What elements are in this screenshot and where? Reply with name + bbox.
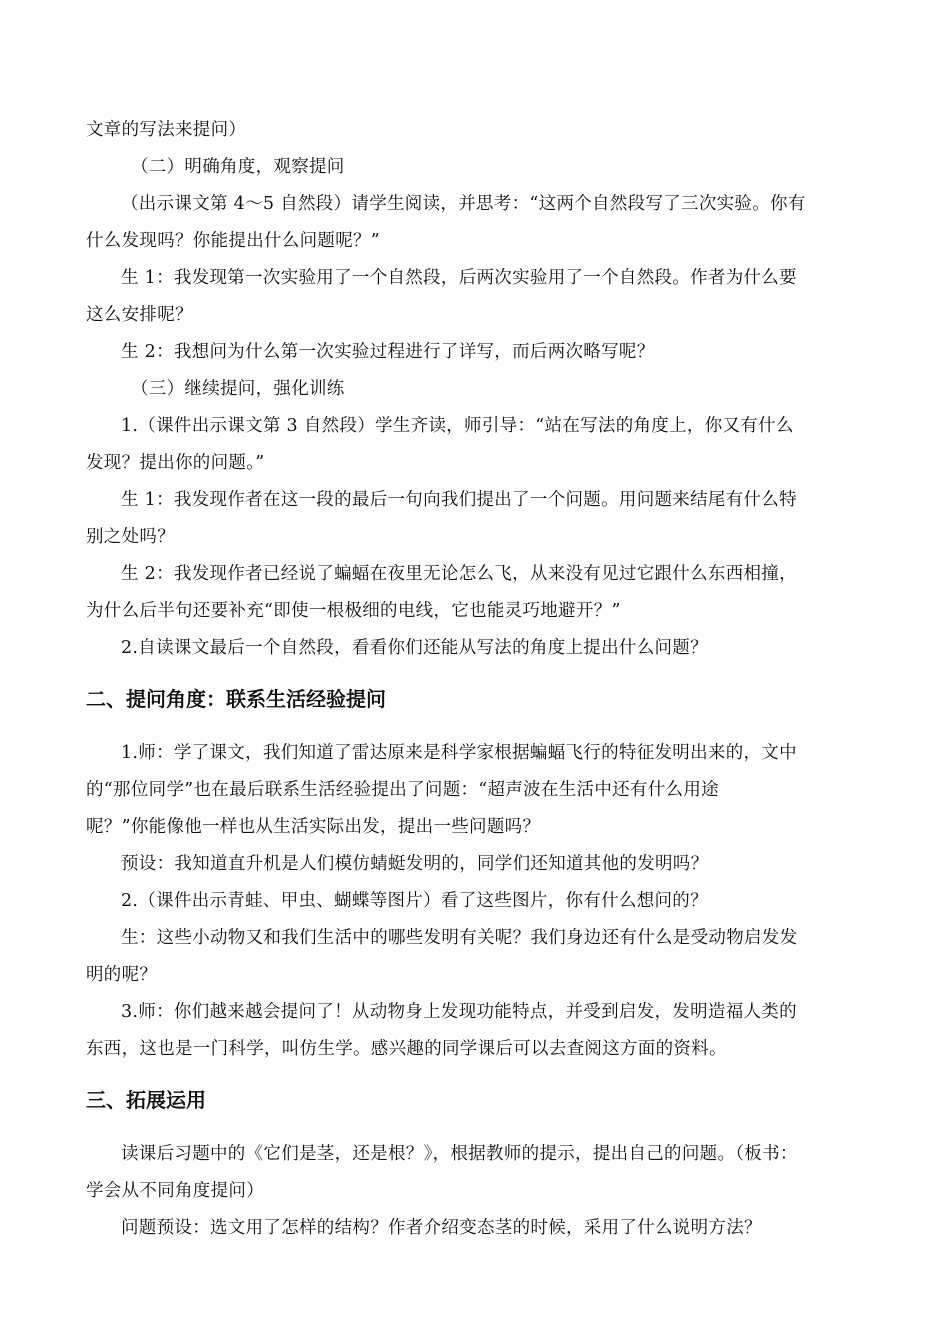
paragraph-line: 生 2：我想问为什么第一次实验过程进行了详写，而后两次略写呢？ [121, 342, 655, 362]
paragraph-line: 2.自读课文最后一个自然段，看看你们还能从写法的角度上提出什么问题？ [121, 638, 708, 658]
paragraph-line: 发现？提出你的问题。” [86, 453, 265, 473]
paragraph-line: 学会从不同角度提问） [86, 1181, 264, 1201]
paragraph-line: 问题预设：选文用了怎样的结构？作者介绍变态茎的时候，采用了什么说明方法？ [121, 1218, 762, 1238]
paragraph-line: 1.师：学了课文，我们知道了雷达原来是科学家根据蝙蝠飞行的特征发明出来的，文中 [121, 743, 797, 763]
paragraph-line: 生 2：我发现作者已经说了蝙蝠在夜里无论怎么飞，从来没有见过它跟什么东西相撞， [121, 564, 797, 584]
document-page [86, 112, 866, 1247]
paragraph-line: 3.师：你们越来越会提问了！从动物身上发现功能特点，并受到启发，发明造福人类的 [121, 1002, 797, 1022]
paragraph-line: 2.（课件出示青蛙、甲虫、蝴蝶等图片）看了这些图片，你有什么想问的？ [121, 891, 708, 911]
paragraph-line: 别之处吗？ [86, 527, 175, 547]
section-heading: 二、提问角度：联系生活经验提问 [86, 687, 386, 711]
paragraph-line: 为什么后半句还要补充“即使一根极细的电线，它也能灵巧地避开？” [86, 601, 621, 621]
paragraph-line: 生 1：我发现第一次实验用了一个自然段，后两次实验用了一个自然段。作者为什么要 [121, 268, 797, 288]
paragraph-line: 文章的写法来提问） [86, 120, 247, 140]
paragraph-line: 1.（课件出示课文第 3 自然段）学生齐读，师引导：“站在写法的角度上，你又有什么 [121, 416, 794, 436]
paragraph-line: 明的呢？ [86, 965, 158, 985]
subheading: （二）明确角度，观察提问 [131, 157, 345, 177]
paragraph-line: 什么发现吗？你能提出什么问题呢？” [86, 231, 381, 251]
paragraph-line: 的“那位同学”也在最后联系生活经验提出了问题：“超声波在生活中还有什么用途 [86, 780, 719, 800]
paragraph-line: 预设：我知道直升机是人们模仿蜻蜓发明的，同学们还知道其他的发明吗？ [121, 854, 709, 874]
paragraph-line: 这么安排呢？ [86, 305, 193, 325]
section-heading: 三、拓展运用 [86, 1088, 206, 1112]
subheading: （三）继续提问，强化训练 [131, 379, 345, 399]
paragraph-line: 读课后习题中的《它们是茎，还是根？》，根据教师的提示，提出自己的问题。（板书： [121, 1144, 798, 1164]
paragraph-line: 生：这些小动物又和我们生活中的哪些发明有关呢？我们身边还有什么是受动物启发发 [121, 928, 798, 948]
paragraph-line: 东西，这也是一门科学，叫仿生学。感兴趣的同学课后可以去查阅这方面的资料。 [86, 1039, 727, 1059]
paragraph-line: 生 1：我发现作者在这一段的最后一句向我们提出了一个问题。用问题来结尾有什么特 [121, 490, 797, 510]
paragraph-line: （出示课文第 4～5 自然段）请学生阅读，并思考：“这两个自然段写了三次实验。你有 [121, 194, 806, 214]
paragraph-line: 呢？”你能像他一样也从生活实际出发，提出一些问题吗？ [86, 817, 541, 837]
